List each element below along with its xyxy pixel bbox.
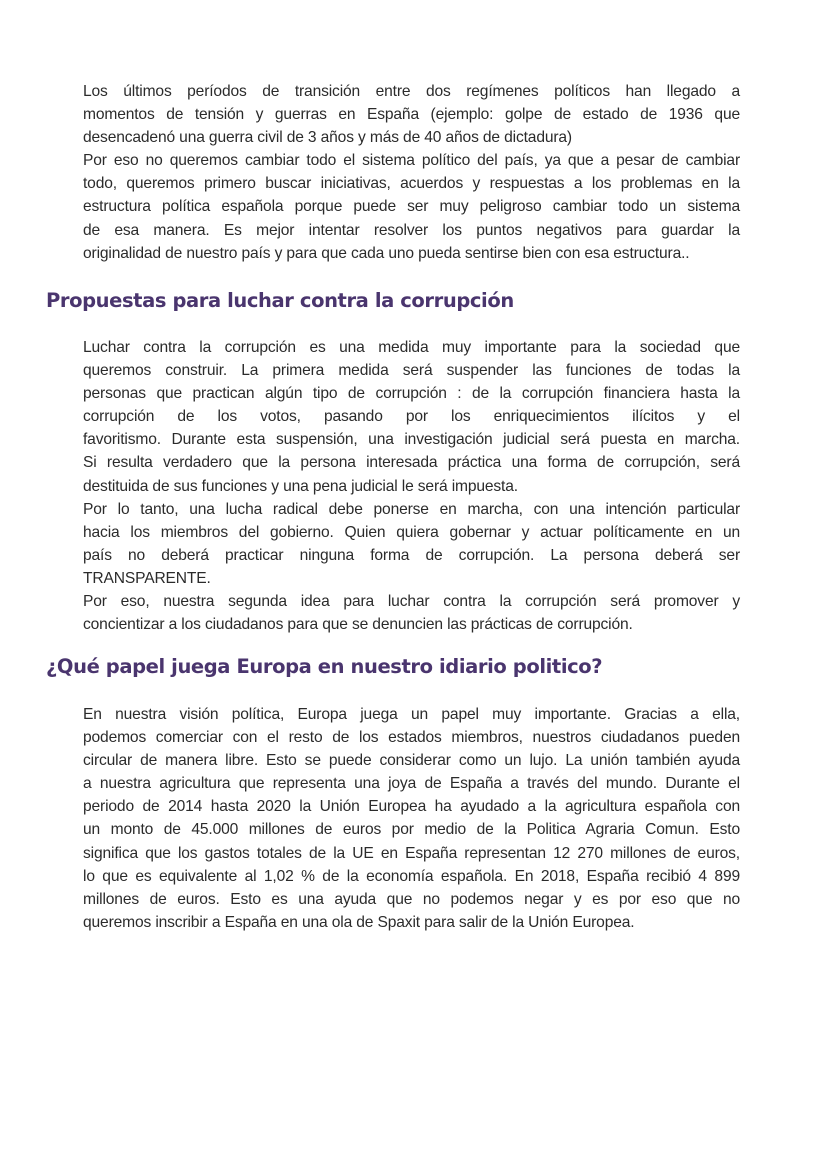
intro-paragraph (83, 80, 740, 265)
text-line: personas que practican algún tipo de corrupción : de la corrupción financiera hasta la (83, 385, 740, 403)
text-line: momentos de tensión y guerras en España (ejemplo: golpe de estado de 1936 que (83, 106, 740, 124)
corruption-paragraph (83, 336, 740, 636)
text-line: de esa manera. Es mejor intentar resolver los puntos negativos para guardar la (83, 221, 740, 239)
text-line: estructura política española porque puede ser muy peligroso cambiar todo un sistema (83, 198, 740, 216)
text-line: Si resulta verdadero que la persona interesada práctica una forma de corrupción, será (83, 454, 740, 472)
text-line: Luchar contra la corrupción es una medida muy importante para la sociedad que (83, 339, 740, 356)
text-line: podemos comerciar con el resto de los estados miembros, nuestros ciudadanos pueden (83, 729, 740, 747)
text-line: concientizar a los ciudadanos para que se denuncien las prácticas de corrupción. (83, 616, 633, 634)
text-line: corrupción de los votos, pasando por los enriquecimientos ilícitos y el (83, 408, 740, 426)
text-line: significa que los gastos totales de la UE en España representan 12 270 millones de euros, (83, 844, 740, 862)
text-line: queremos construir. La primera medida será suspender las funciones de todas la (83, 362, 740, 380)
text-line: Por eso, nuestra segunda idea para luchar contra la corrupción será promover y (83, 593, 740, 611)
text-line: favoritismo. Durante esta suspensión, una investigación judicial será puesta en marcha. (83, 431, 740, 449)
text-line: país no deberá practicar ninguna forma de corrupción. La persona deberá ser (83, 546, 740, 564)
section-heading-corruption: Propuestas para luchar contra la corrupción (46, 289, 514, 312)
text-line: TRANSPARENTE. (83, 569, 211, 587)
text-line: originalidad de nuestro país y para que cada uno pueda sentirse bien con esa estructura.. (83, 244, 690, 262)
text-line: desencadenó una guerra civil de 3 años y más de 40 años de dictadura) (83, 129, 572, 147)
text-line: Por eso no queremos cambiar todo el sistema político del país, ya que a pesar de cambiar (83, 152, 740, 170)
text-line: En nuestra visión política, Europa juega un papel muy importante. Gracias a ella, (83, 706, 740, 723)
text-line: lo que es equivalente al 1,02 % de la economía española. En 2018, España recibió 4 899 (83, 867, 740, 885)
europe-paragraph (83, 703, 740, 934)
text-line: millones de euros. Esto es una ayuda que no podemos negar y es por eso que no (83, 890, 740, 908)
text-line: todo, queremos primero buscar iniciativas, acuerdos y respuestas a los problemas en la (83, 175, 740, 193)
text-line: destituida de sus funciones y una pena judicial le será impuesta. (83, 477, 518, 495)
section-heading-europe: ¿Qué papel juega Europa en nuestro idiario politico? (46, 655, 603, 678)
text-line: periodo de 2014 hasta 2020 la Unión Europea ha ayudado a la agricultura española con (83, 798, 740, 816)
text-line: hacia los miembros del gobierno. Quien quiera gobernar y actuar políticamente en un (83, 523, 740, 541)
text-line: a nuestra agricultura que representa una joya de España a través del mundo. Durante el (83, 775, 740, 793)
text-line: circular de manera libre. Esto se puede considerar como un lujo. La unión también ayuda (83, 752, 740, 770)
text-line: Los últimos períodos de transición entre dos regímenes políticos han llegado a (83, 83, 740, 100)
text-line: Por lo tanto, una lucha radical debe ponerse en marcha, con una intención particular (83, 500, 740, 518)
text-line: queremos inscribir a España en una ola de Spaxit para salir de la Unión Europea. (83, 913, 635, 931)
text-line: un monto de 45.000 millones de euros por medio de la Politica Agraria Comun. Esto (83, 821, 740, 839)
